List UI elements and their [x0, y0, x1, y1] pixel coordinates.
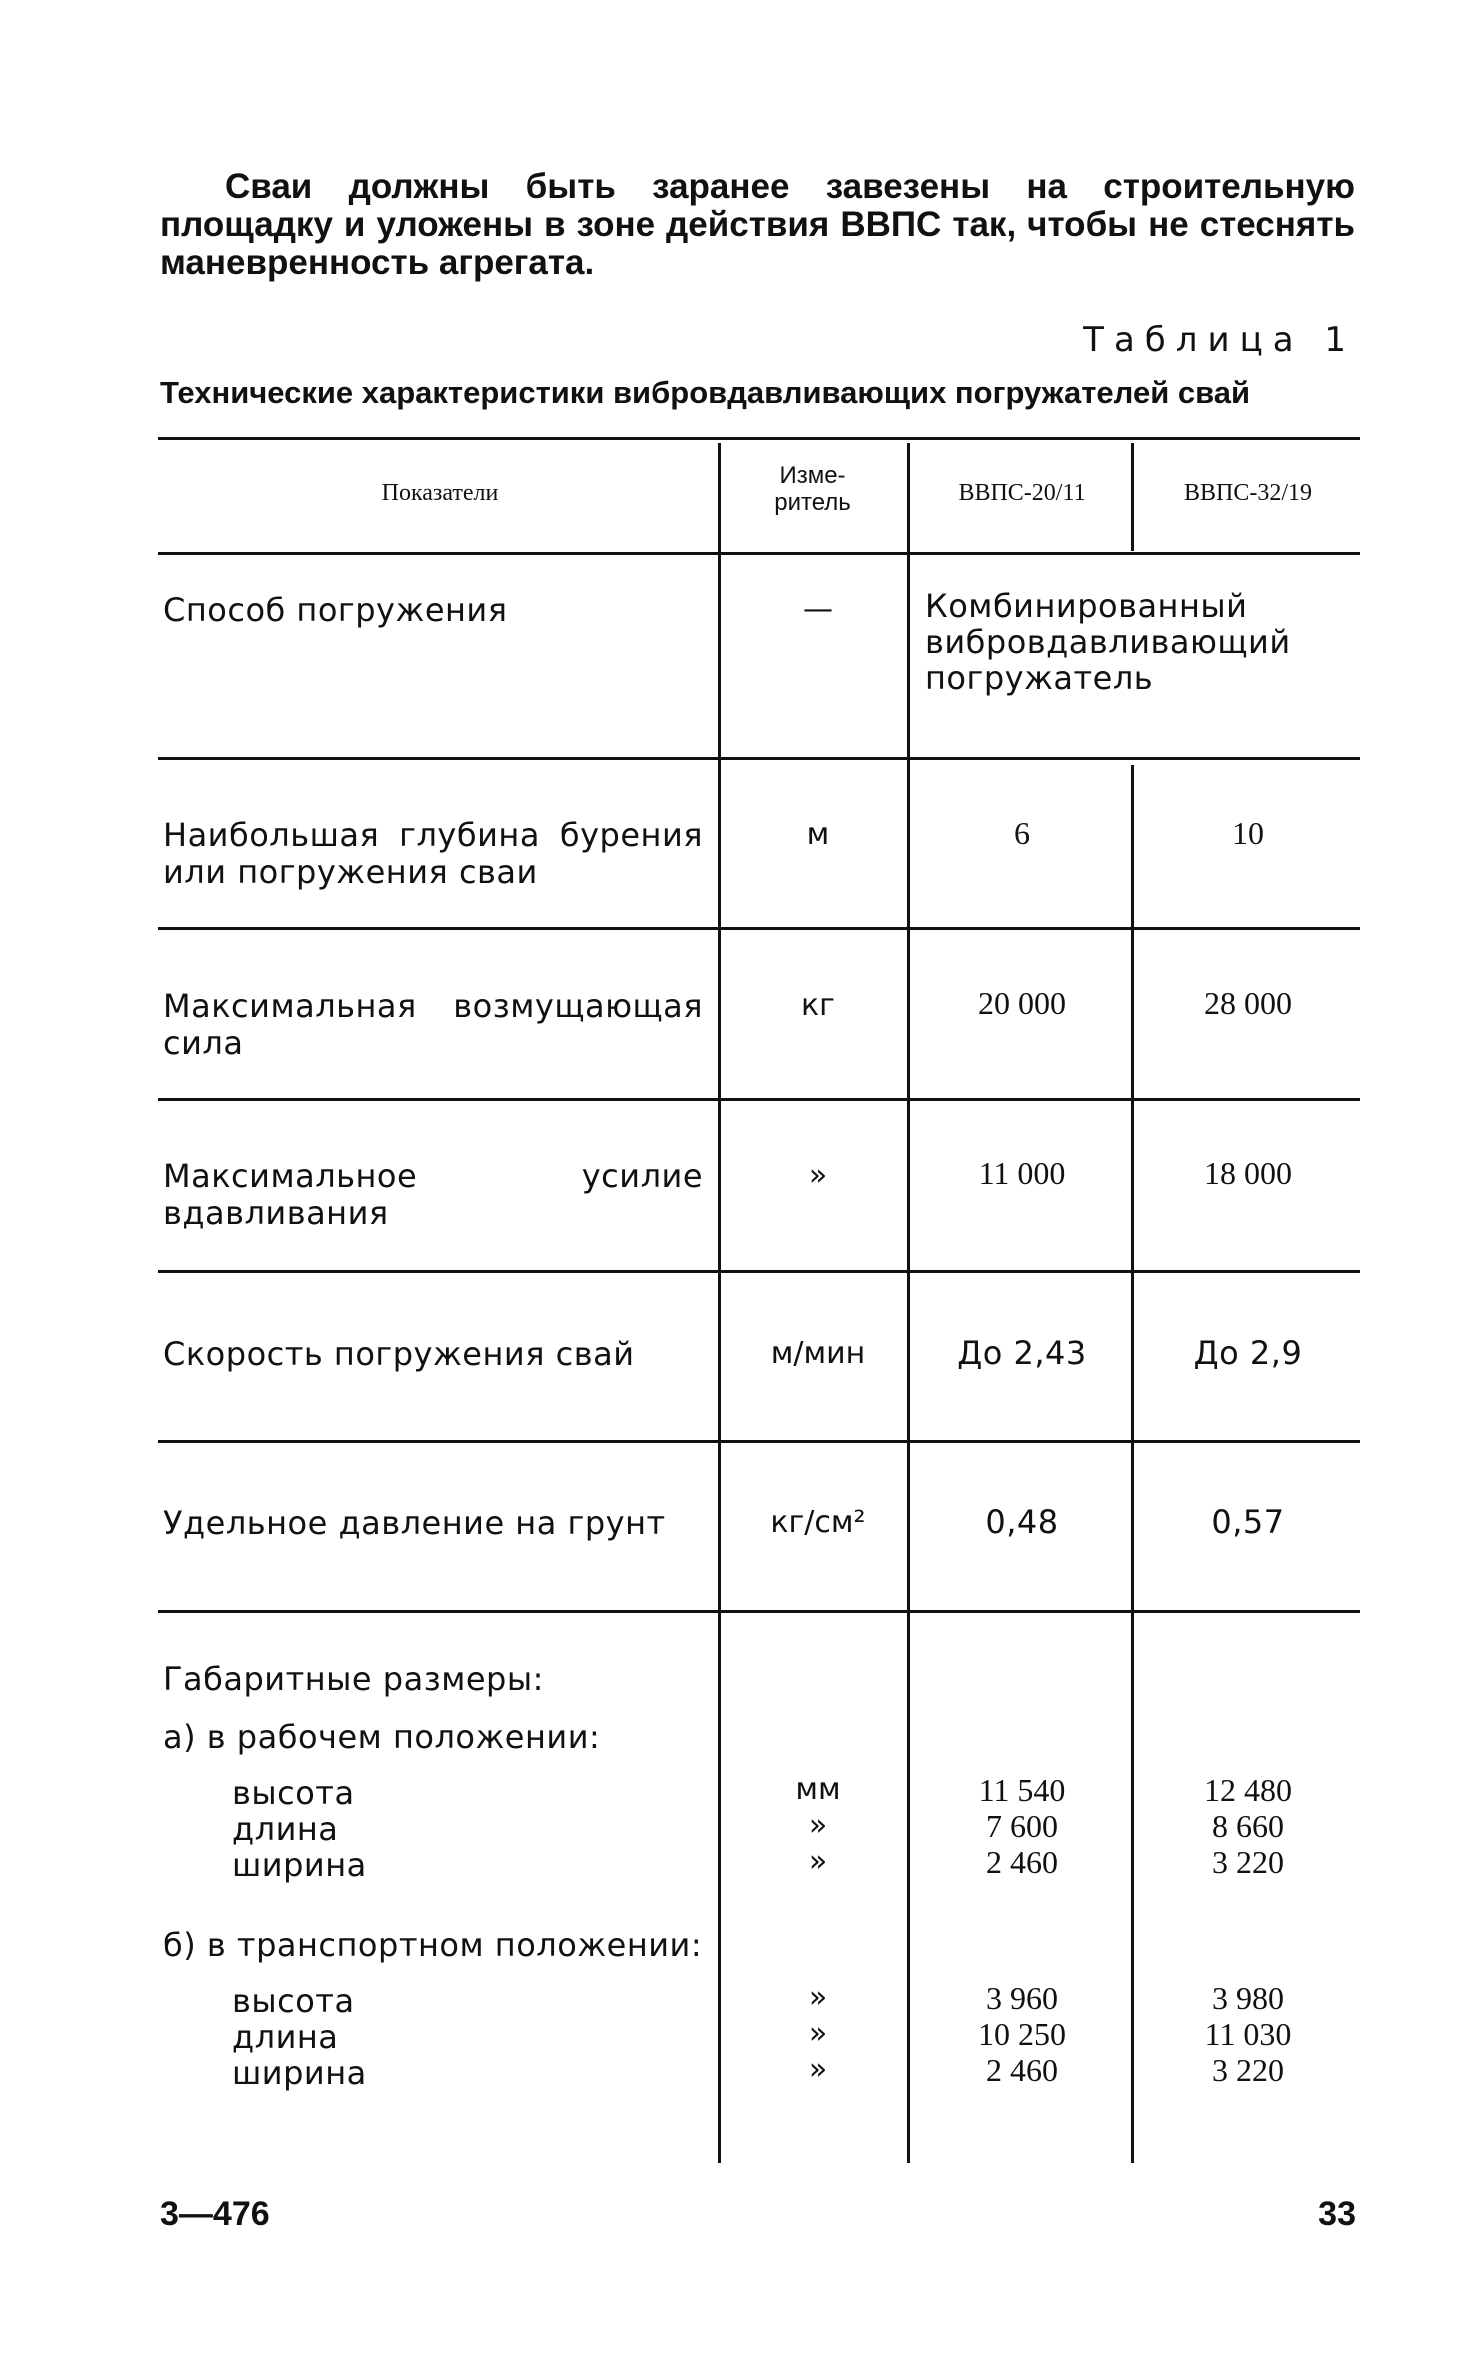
dim-value: 7 600	[986, 1808, 1058, 1844]
dim-value: 3 220	[1212, 2052, 1284, 2088]
dim-name: высота	[232, 1982, 355, 2020]
row-rule	[158, 1270, 1360, 1273]
row-label-pressure: Удельное давление на грунт	[163, 1504, 666, 1542]
dims-transport-vvps-20	[912, 1980, 1132, 2088]
dim-value: 8 660	[1212, 1808, 1284, 1844]
dim-name: длина	[232, 1810, 339, 1848]
dim-unit: »	[808, 1980, 828, 2015]
row-label-pressing: Максимальное усилие вдавливания	[163, 1157, 703, 1232]
row-unit-speed: м/мин	[770, 1336, 866, 1371]
col-divider	[907, 443, 910, 2163]
row-unit-force: кг	[801, 988, 835, 1023]
dims-working-title: а) в рабочем положении:	[163, 1718, 601, 1756]
dims-title: Габаритные размеры:	[163, 1660, 544, 1698]
dim-value: 10 250	[978, 2016, 1066, 2052]
row-rule	[158, 1610, 1360, 1613]
dim-name: высота	[232, 1774, 355, 1812]
header-unit: Изме- ритель	[774, 462, 851, 516]
table-top-rule	[158, 437, 1360, 440]
dims-working-names	[232, 1775, 367, 1883]
header-bottom-rule	[158, 552, 1360, 555]
row-label-depth: Наибольшая глубина бурения или погружения сваи	[163, 816, 703, 891]
dim-value: 11 540	[978, 1772, 1066, 1808]
row-value-force-20: 20 000	[978, 985, 1066, 1021]
footer-signature: 3—476	[160, 2195, 270, 2233]
dims-working-vvps-32	[1136, 1772, 1360, 1880]
row-value-depth-32: 10	[1232, 815, 1264, 851]
dim-value: 11 030	[1204, 2016, 1292, 2052]
dim-value: 12 480	[1204, 1772, 1292, 1808]
dim-unit: »	[808, 2016, 828, 2051]
row-label-speed: Скорость погружения свай	[163, 1335, 635, 1373]
intro-paragraph	[160, 168, 1355, 282]
dims-transport-names	[232, 1983, 367, 2091]
row-merged-method: Комбинированный вибровдавливающий погружатель	[925, 587, 1291, 697]
row-value-speed-32: До 2,9	[1193, 1334, 1303, 1372]
row-value-pressure-32: 0,57	[1211, 1503, 1285, 1541]
dim-value: 3 220	[1212, 1844, 1284, 1880]
row-value-speed-20: До 2,43	[957, 1334, 1087, 1372]
col-divider	[718, 443, 721, 2163]
dim-value: 3 960	[986, 1980, 1058, 2016]
dim-value: 3 980	[1212, 1980, 1284, 2016]
row-unit-pressing: »	[808, 1158, 828, 1193]
row-rule	[158, 1098, 1360, 1101]
row-unit-depth: м	[806, 817, 830, 852]
dim-name: ширина	[232, 2054, 367, 2092]
dims-transport-vvps-32	[1136, 1980, 1360, 2088]
row-label-force: Максимальная возмущающая сила	[163, 987, 703, 1062]
header-vvps-20: ВВПС-20/11	[958, 480, 1086, 506]
row-rule	[158, 927, 1360, 930]
table-caption: Технические характеристики вибровдавливающих погружателей свай	[160, 375, 1251, 410]
header-vvps-32: ВВПС-32/19	[1183, 480, 1312, 506]
row-unit-pressure: кг/см²	[770, 1505, 866, 1540]
col-divider	[1131, 765, 1134, 2163]
dim-unit: »	[808, 1808, 828, 1843]
row-value-pressing-32: 18 000	[1204, 1155, 1292, 1191]
dim-unit: мм	[795, 1772, 841, 1807]
dim-name: ширина	[232, 1846, 367, 1884]
dims-working-vvps-20	[912, 1772, 1132, 1880]
dim-value: 2 460	[986, 1844, 1058, 1880]
dim-name: длина	[232, 2018, 339, 2056]
row-value-pressing-20: 11 000	[978, 1155, 1066, 1191]
row-value-pressure-20: 0,48	[985, 1503, 1059, 1541]
dims-transport-units	[728, 1980, 908, 2088]
intro-text: Сваи должны быть заранее завезены на строительную площадку и уложены в зоне действия ВВПС так, чтобы не стеснять маневренность агрегата.	[160, 167, 1355, 282]
dim-unit: »	[808, 1844, 828, 1879]
row-rule	[158, 757, 1360, 760]
dims-working-units	[728, 1772, 908, 1880]
row-unit-method: —	[803, 592, 833, 627]
table-label: Таблица 1	[1083, 320, 1356, 360]
header-param: Показатели	[381, 480, 499, 506]
page-number: 33	[1318, 2195, 1356, 2233]
dims-transport-title: б) в транспортном положении:	[163, 1926, 703, 1964]
row-value-force-32: 28 000	[1204, 985, 1292, 1021]
dim-value: 2 460	[986, 2052, 1058, 2088]
dim-unit: »	[808, 2052, 828, 2087]
row-value-depth-20: 6	[1014, 815, 1030, 851]
row-label-method: Способ погружения	[163, 591, 508, 629]
row-rule	[158, 1440, 1360, 1443]
